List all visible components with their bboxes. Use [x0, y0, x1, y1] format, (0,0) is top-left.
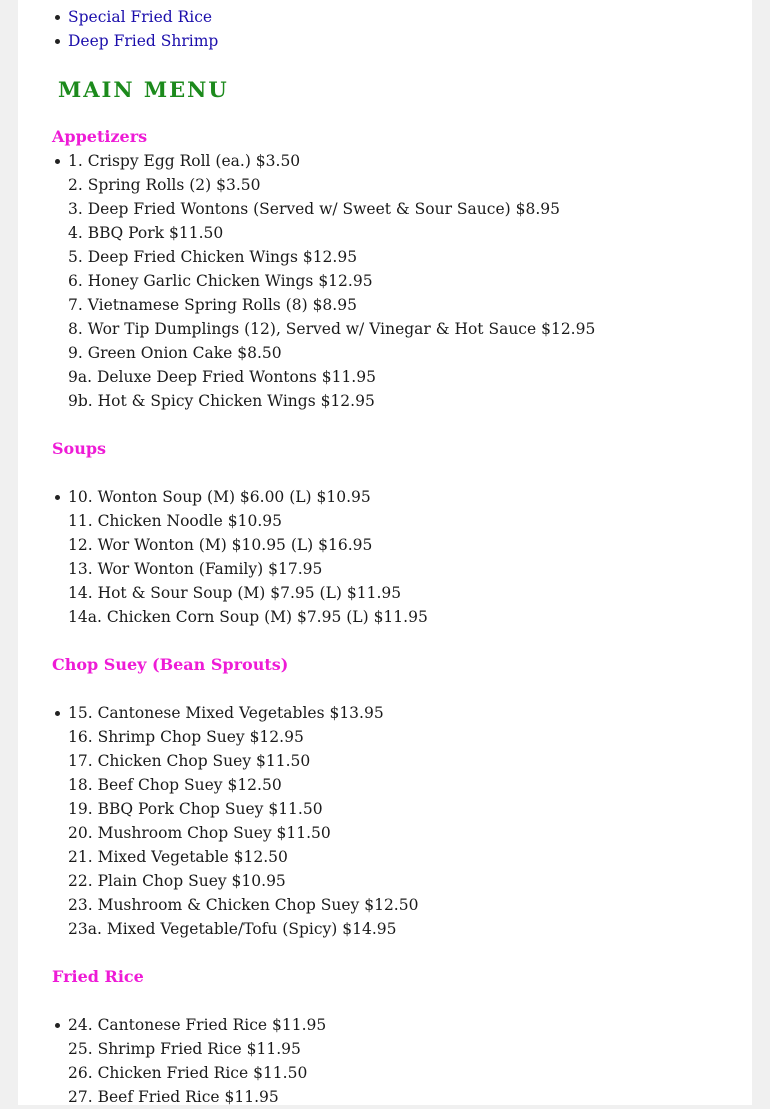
menu-item: 1. Crispy Egg Roll (ea.) $3.50: [68, 149, 595, 173]
list-item: [68, 29, 218, 53]
menu-item: 9b. Hot & Spicy Chicken Wings $12.95: [68, 392, 375, 410]
link-list: [52, 5, 218, 53]
menu-item: 27. Beef Fried Rice $11.95: [68, 1088, 279, 1106]
menu-item: 10. Wonton Soup (M) $6.00 (L) $10.95: [68, 485, 428, 509]
menu-item: 11. Chicken Noodle $10.95: [68, 512, 282, 530]
chop-suey-list: [52, 701, 418, 941]
appetizers-list: [52, 149, 595, 413]
soups-list: [52, 485, 428, 629]
menu-item: 23. Mushroom & Chicken Chop Suey $12.50: [68, 896, 419, 914]
menu-item: 20. Mushroom Chop Suey $11.50: [68, 824, 331, 842]
list-item: [68, 5, 218, 29]
menu-item: 12. Wor Wonton (M) $10.95 (L) $16.95: [68, 536, 373, 554]
menu-item: 16. Shrimp Chop Suey $12.95: [68, 728, 304, 746]
section-title-fried-rice: Fried Rice: [52, 967, 144, 986]
menu-item: 17. Chicken Chop Suey $11.50: [68, 752, 311, 770]
menu-item: 2. Spring Rolls (2) $3.50: [68, 176, 261, 194]
menu-item: 26. Chicken Fried Rice $11.50: [68, 1064, 308, 1082]
menu-item: 5. Deep Fried Chicken Wings $12.95: [68, 248, 358, 266]
menu-item: 7. Vietnamese Spring Rolls (8) $8.95: [68, 296, 357, 314]
menu-item: 24. Cantonese Fried Rice $11.95: [68, 1013, 326, 1037]
fried-rice-list: [52, 1013, 326, 1109]
menu-item: 15. Cantonese Mixed Vegetables $13.95: [68, 701, 418, 725]
link-special-fried-rice[interactable]: Special Fried Rice: [68, 8, 213, 26]
main-menu-heading: MAIN MENU: [58, 77, 229, 102]
menu-item: 9a. Deluxe Deep Fried Wontons $11.95: [68, 368, 376, 386]
section-title-soups: Soups: [52, 439, 107, 458]
menu-item: 13. Wor Wonton (Family) $17.95: [68, 560, 323, 578]
menu-item: 14. Hot & Sour Soup (M) $7.95 (L) $11.95: [68, 584, 402, 602]
menu-item: 21. Mixed Vegetable $12.50: [68, 848, 288, 866]
menu-page: [18, 0, 752, 1105]
menu-item: 25. Shrimp Fried Rice $11.95: [68, 1040, 301, 1058]
link-deep-fried-shrimp[interactable]: Deep Fried Shrimp: [68, 32, 219, 50]
menu-item: 23a. Mixed Vegetable/Tofu (Spicy) $14.95: [68, 920, 397, 938]
menu-item: 9. Green Onion Cake $8.50: [68, 344, 282, 362]
menu-item: 19. BBQ Pork Chop Suey $11.50: [68, 800, 323, 818]
menu-item: 4. BBQ Pork $11.50: [68, 224, 224, 242]
menu-item: 6. Honey Garlic Chicken Wings $12.95: [68, 272, 373, 290]
menu-item: 14a. Chicken Corn Soup (M) $7.95 (L) $11.95: [68, 608, 428, 626]
menu-item: 18. Beef Chop Suey $12.50: [68, 776, 282, 794]
menu-item: 3. Deep Fried Wontons (Served w/ Sweet & Sour Sauce) $8.95: [68, 200, 560, 218]
section-title-appetizers: Appetizers: [52, 127, 148, 146]
section-title-chop-suey: Chop Suey (Bean Sprouts): [52, 655, 289, 674]
menu-item: 22. Plain Chop Suey $10.95: [68, 872, 286, 890]
menu-item: 8. Wor Tip Dumplings (12), Served w/ Vinegar & Hot Sauce $12.95: [68, 320, 596, 338]
